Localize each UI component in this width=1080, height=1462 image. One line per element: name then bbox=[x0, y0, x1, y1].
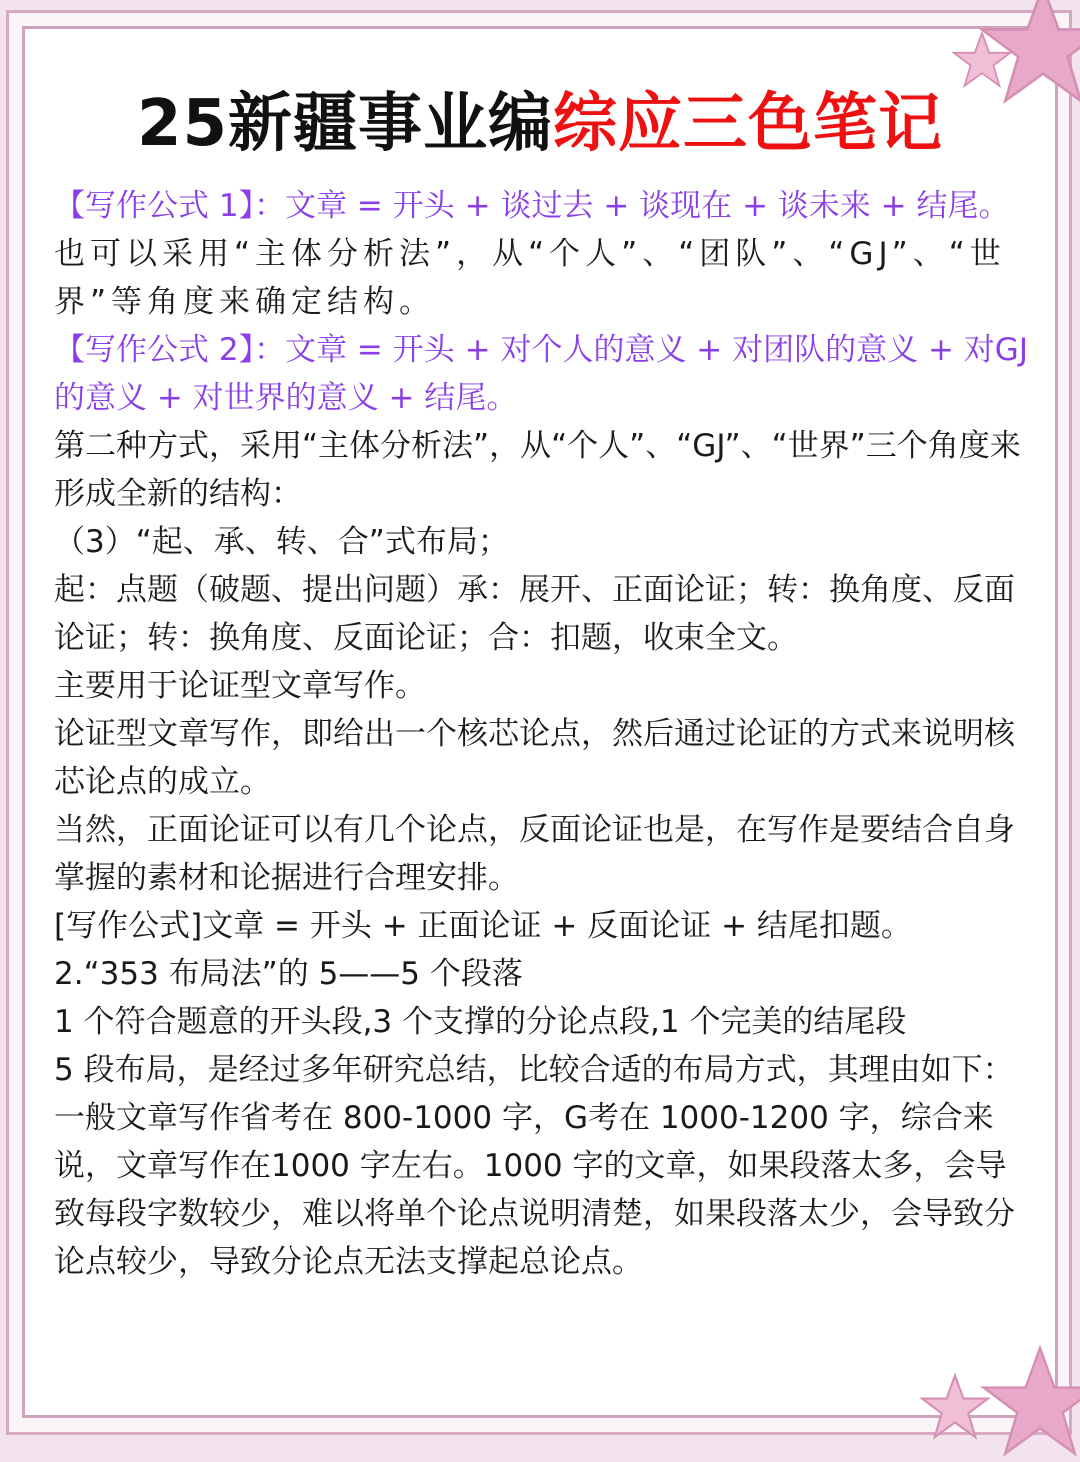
star-icon-top-right-small bbox=[952, 30, 1012, 90]
formula-1-explanation: 也可以采用“主体分析法”，从“个人”、“团队”、“GJ”、“世界”等角度来确定结构。 bbox=[54, 236, 1006, 320]
usage-note: 主要用于论证型文章写作。 bbox=[54, 668, 426, 704]
layout-heading: （3）“起、承、转、合”式布局； bbox=[54, 524, 509, 560]
argument-note: 当然，正面论证可以有几个论点，反面论证也是，在写作是要结合自身掌握的素材和论据进行合理安排。 bbox=[54, 812, 1015, 896]
formula-2: 【写作公式 2】：文章 = 开头 + 对个人的意义 + 对团队的意义 + 对GJ的意义 + 对世界的意义 + 结尾。 bbox=[54, 332, 1028, 416]
page-title bbox=[0, 82, 1080, 166]
title-red-part: 综应三色笔记 bbox=[553, 87, 944, 161]
formula-3: [写作公式]文章 = 开头 + 正面论证 + 反面论证 + 结尾扣题。 bbox=[54, 908, 912, 944]
star-icon-bottom-right-large bbox=[980, 1342, 1080, 1462]
method-353-detail: 一般文章写作省考在 800-1000 字，G考在 1000-1200 字，综合来说，文章写作在1000 字左右。1000 字的文章，如果段落太多，会导致每段字数较少，难以将单个论点说明清楚，如果段落太少，会导致分论点较少，导致分论点无法支撑起总论点。 bbox=[54, 1100, 1015, 1280]
layout-steps: 起：点题（破题、提出问题）承：展开、正面论证；转：换角度、反面论证；转：换角度、反面论证；合：扣题，收束全文。 bbox=[54, 572, 1015, 656]
formula-1: 【写作公式 1】：文章 = 开头 + 谈过去 + 谈现在 + 谈未来 + 结尾。 bbox=[54, 188, 1010, 224]
method-353-reason: 5 段布局，是经过多年研究总结，比较合适的布局方式，其理由如下： bbox=[54, 1052, 1014, 1088]
notes-body bbox=[54, 182, 1030, 1286]
argument-definition: 论证型文章写作，即给出一个核芯论点，然后通过论证的方式来说明核芯论点的成立。 bbox=[54, 716, 1015, 800]
title-black-part: 25新疆事业编 bbox=[136, 87, 554, 161]
star-icon-bottom-right-small bbox=[920, 1372, 990, 1442]
formula-2-explanation: 第二种方式，采用“主体分析法”，从“个人”、“GJ”、“世界”三个角度来形成全新的结构： bbox=[54, 428, 1021, 512]
method-353-heading: 2.“353 布局法”的 5——5 个段落 bbox=[54, 956, 523, 992]
method-353-structure: 1 个符合题意的开头段,3 个支撑的分论点段,1 个完美的结尾段 bbox=[54, 1004, 907, 1040]
